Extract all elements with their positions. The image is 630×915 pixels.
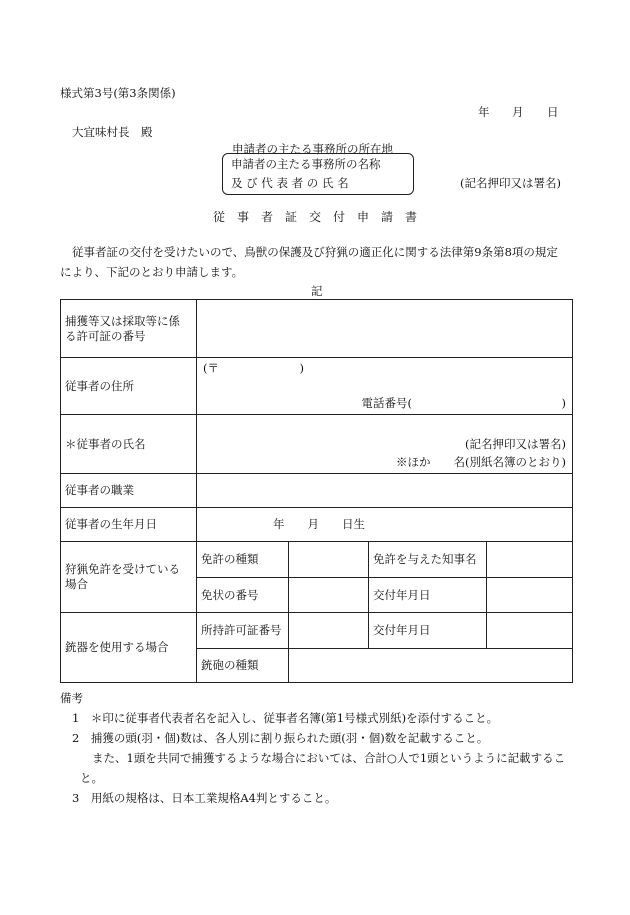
issue-date-2-label: 交付年月日 — [369, 613, 487, 649]
row-occupation — [61, 474, 573, 508]
gun-type-field[interactable] — [289, 649, 573, 683]
license-number-field[interactable] — [289, 578, 369, 613]
issue-date-2-field[interactable] — [487, 613, 573, 649]
name-label: ＊従事者の氏名 — [61, 415, 197, 474]
notes-heading: 備考 — [60, 691, 83, 705]
note-2-end: と。 — [80, 771, 103, 785]
application-table — [60, 299, 573, 683]
note-2: 2 捕獲の頭(羽・個)数は、各人別に割り振られた頭(羽・個)数を記載すること。 — [72, 731, 489, 745]
gun-type-label: 銃砲の種類 — [197, 649, 289, 683]
applicant-rep-label: 及 び 代 表 者 の 氏 名 — [231, 176, 349, 190]
possession-number-field[interactable] — [289, 613, 369, 649]
row-license-type — [61, 542, 573, 578]
intro-line-2: により、下記のとおり申請します。 — [60, 265, 244, 279]
gun-use-label: 銃器を使用する場合 — [61, 613, 197, 683]
address-field[interactable] — [197, 358, 573, 415]
document-title: 従 事 者 証 交 付 申 請 書 — [212, 210, 417, 224]
address-label: 従事者の住所 — [61, 358, 197, 415]
date-month: 月 — [512, 105, 524, 119]
applicant-name-label: 申請者の主たる事務所の名称 — [231, 157, 381, 171]
applicant-address-label: 申請者の主たる事務所の所在地 — [232, 142, 393, 156]
ki-label: 記 — [311, 284, 323, 298]
permit-number-field[interactable] — [197, 300, 573, 358]
notes-section — [60, 688, 580, 808]
license-governor-field[interactable] — [487, 542, 573, 578]
row-birth — [61, 508, 573, 542]
postal-code-text: (〒 ) — [203, 361, 304, 375]
form-number: 様式第3号(第3条関係) — [60, 86, 176, 100]
license-type-field[interactable] — [289, 542, 369, 578]
phone-text: 電話番号( ) — [361, 396, 566, 410]
row-name — [61, 415, 573, 474]
name-others-note: ※ほか 名(別紙名簿のとおり) — [396, 455, 566, 469]
note-3: 3 用紙の規格は、日本工業規格A4判とすること。 — [72, 791, 337, 805]
issue-date-label: 交付年月日 — [369, 578, 487, 613]
permit-number-label: 捕獲等又は採取等に係 る許可証の番号 — [61, 300, 197, 358]
note-2-continued: また、1頭を共同で捕獲するような場合においては、合計○人で1頭というように記載するこ — [92, 751, 566, 765]
license-governor-label: 免許を与えた知事名 — [369, 542, 487, 578]
date-day: 日 — [547, 105, 559, 119]
date-year: 年 — [478, 105, 490, 119]
row-address — [61, 358, 573, 415]
addressee: 大宜味村長 殿 — [72, 125, 153, 139]
note-1: 1 ＊印に従事者代表者名を記入し、従事者名簿(第1号様式別紙)を添付すること。 — [72, 711, 499, 725]
hunting-license-label: 狩猟免許を受けている 場合 — [61, 542, 197, 613]
issue-date-field[interactable] — [487, 578, 573, 613]
license-number-label: 免状の番号 — [197, 578, 289, 613]
applicant-seal-note: (記名押印又は署名) — [460, 176, 561, 190]
birth-label: 従事者の生年月日 — [61, 508, 197, 542]
license-type-label: 免許の種類 — [197, 542, 289, 578]
name-field[interactable] — [197, 415, 573, 474]
birth-field[interactable] — [197, 508, 573, 542]
birth-value: 年 月 日生 — [273, 517, 365, 531]
row-possession — [61, 613, 573, 649]
intro-line-1: 従事者証の交付を受けたいので、鳥獣の保護及び狩猟の適正化に関する法律第9条第8項の規定 — [72, 245, 558, 259]
occupation-label: 従事者の職業 — [61, 474, 197, 508]
name-seal-note: (記名押印又は署名) — [465, 437, 566, 451]
possession-number-label: 所持許可証番号 — [197, 613, 289, 649]
occupation-field[interactable] — [197, 474, 573, 508]
row-permit-number — [61, 300, 573, 358]
